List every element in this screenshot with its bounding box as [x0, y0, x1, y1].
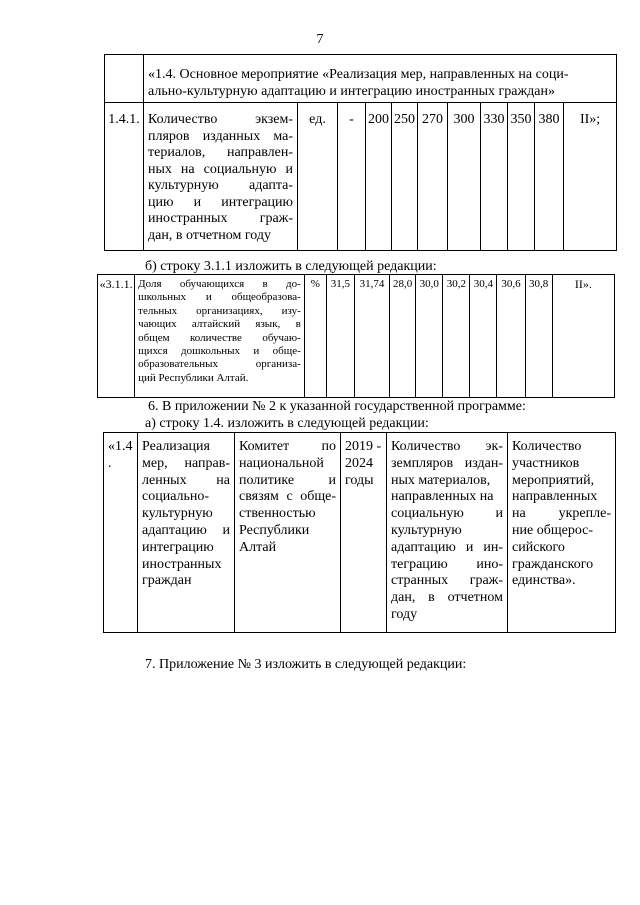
table1-base-value: -	[338, 103, 366, 251]
paragraph-7: 7. Приложение № 3 изложить в следующей редакции:	[145, 657, 467, 672]
table3-indicator-1: Количество эк- земпляров издан- ных материалов, направленных на социальную и культурную адаптацию и ин- теграцию ино- странных граж- дан, в отчетном году	[387, 433, 508, 633]
table1-value: 330	[481, 103, 508, 251]
table3-executor: Комитет по национальной политике и связям с обще- ственностью Республики Алтай	[235, 433, 341, 633]
table2-value: 31,5	[326, 275, 354, 398]
table3-row-number: «1.4 .	[104, 433, 138, 633]
table3-indicator-2: Количество участников мероприятий, направленных на укрепле- ние общерос- сийского гражданского единства».	[508, 433, 616, 633]
table1-unit: ед.	[298, 103, 338, 251]
table1-value: 200	[366, 103, 392, 251]
table1-header-line: ально-культурную адаптацию и интеграцию иностранных граждан»	[148, 83, 555, 99]
table1-value: 250	[392, 103, 418, 251]
table2-value: 30,8	[525, 275, 552, 398]
paragraph-a: а) строку 1.4. изложить в следующей редакции:	[145, 416, 429, 431]
paragraph-6: 6. В приложении № 2 к указанной государственной программе:	[148, 399, 526, 414]
table2-value: 28,0	[390, 275, 416, 398]
table-measure-1-4	[104, 54, 617, 251]
table1-row-name: Количество экзем- пляров изданных ма- териалов, направлен- ных на социальную и культурную адапта- цию и интеграцию иностранных граж- дан, в отчетном году	[144, 103, 298, 251]
table1-header-cell	[144, 55, 617, 103]
table1-header-empty-cell	[105, 55, 144, 103]
page-number: 7	[316, 32, 324, 47]
table1-row-end: II»;	[564, 103, 617, 251]
table2-value: 30,6	[497, 275, 525, 398]
table1-value: 270	[418, 103, 448, 251]
table3-measure-name: Реализация мер, направ- ленных на социально- культурную адаптацию и интеграцию иностранных граждан	[138, 433, 235, 633]
table1-header-line: «1.4. Основное мероприятие «Реализация мер, направленных на соци-	[148, 67, 569, 82]
table1-row-number: 1.4.1.	[105, 103, 144, 251]
table2-unit: %	[304, 275, 326, 398]
paragraph-b: б) строку 3.1.1 изложить в следующей редакции:	[145, 259, 437, 274]
table1-value: 350	[508, 103, 535, 251]
table-row-1-4	[103, 432, 616, 633]
table1-value: 300	[448, 103, 481, 251]
table-row-3-1-1	[97, 274, 615, 398]
table2-value: 31,74	[354, 275, 389, 398]
table2-row-end: II».	[552, 275, 614, 398]
table2-value: 30,4	[470, 275, 497, 398]
table1-value: 380	[535, 103, 564, 251]
table2-value: 30,2	[443, 275, 470, 398]
table2-value: 30,0	[416, 275, 443, 398]
table3-period: 2019 - 2024 годы	[341, 433, 387, 633]
table2-row-name: Доля обучающихся в до- школьных и общеобразова- тельных организациях, изу- чающих алтайский язык, в общем количестве обучаю- щихся дошкольных и обще- образовательных организа- ций Республики Алтай.	[135, 275, 305, 398]
table2-row-number: «3.1.1.	[98, 275, 135, 398]
